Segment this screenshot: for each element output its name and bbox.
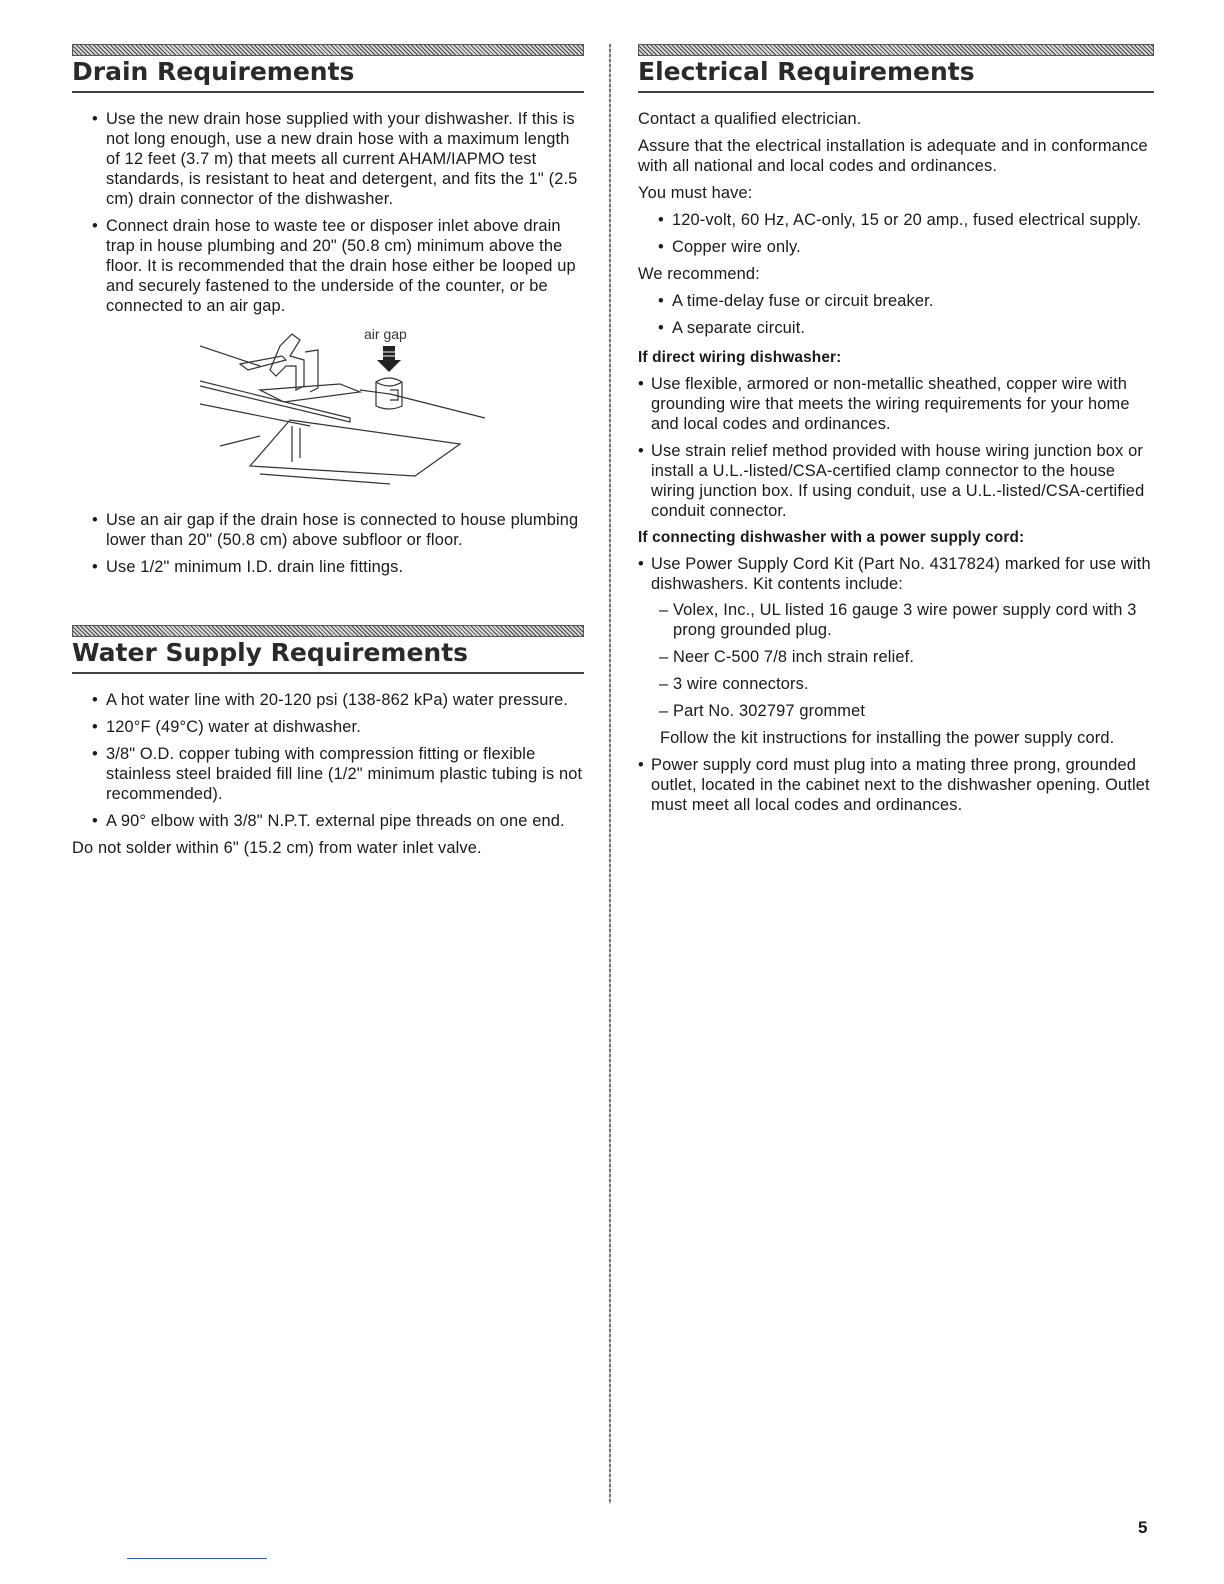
list-item: – 3 wire connectors. (651, 674, 1154, 694)
list-item: – Neer C-500 7/8 inch strain relief. (651, 647, 1154, 667)
recommend-list (638, 291, 1154, 338)
direct-wiring-heading: If direct wiring dishwasher: (638, 348, 842, 366)
water-note: Do not solder within 6" (15.2 cm) from water inlet valve. (72, 838, 482, 857)
list-item: • Copper wire only. (638, 237, 1154, 257)
power-cord-heading: If connecting dishwasher with a power supply cord: (638, 528, 1025, 546)
kit-contents-list (651, 600, 1154, 721)
list-item: • Power supply cord must plug into a mating three prong, grounded outlet, located in the cabinet next to the dishwasher opening. Outlet must meet all local codes and ordinances. (638, 755, 1154, 815)
list-item: • Use strain relief method provided with house wiring junction box or install a U.L.-listed/CSA-certified clamp connector to the house wiring junction box. If using conduit, use a U.L.-listed/CSA-certified conduit connector. (638, 441, 1154, 521)
drain-title: Drain Requirements (72, 58, 584, 93)
water-title: Water Supply Requirements (72, 639, 584, 674)
direct-wiring-list (638, 374, 1154, 521)
drain-section (72, 44, 584, 577)
list-item: • A time-delay fuse or circuit breaker. (638, 291, 1154, 311)
electrical-title: Electrical Requirements (638, 58, 1154, 93)
electrical-p1: Contact a qualified electrician. (638, 109, 862, 128)
drain-bullets (72, 109, 584, 316)
air-gap-label: air gap (364, 325, 407, 342)
water-bullets (72, 690, 584, 831)
list-item: • A separate circuit. (638, 318, 1154, 338)
must-have-label: You must have: (638, 183, 753, 202)
electrical-section (638, 44, 1154, 815)
list-item: • Connect drain hose to waste tee or disposer inlet above drain trap in house plumbing and 20" (50.8 cm) minimum above the floor. It is recommended that the drain hose either be looped up and securely fastened to the underside of the counter, or be connected to an air gap. (72, 216, 584, 316)
list-item: • Use 1/2" minimum I.D. drain line fittings. (72, 557, 584, 577)
list-item: • A 90° elbow with 3/8" N.P.T. external pipe threads on one end. (72, 811, 584, 831)
air-gap-illustration (200, 326, 490, 496)
must-have-list (638, 210, 1154, 257)
list-item: • 120-volt, 60 Hz, AC-only, 15 or 20 amp., fused electrical supply. (638, 210, 1154, 230)
list-item: – Part No. 302797 grommet (651, 701, 1154, 721)
column-divider (609, 44, 611, 1504)
list-item: – Volex, Inc., UL listed 16 gauge 3 wire power supply cord with 3 prong grounded plug. (651, 600, 1154, 640)
section-header-bar (72, 44, 584, 56)
section-header-bar (72, 625, 584, 637)
list-item (638, 554, 1154, 748)
left-column (72, 44, 584, 865)
list-item: • 3/8" O.D. copper tubing with compression fitting or flexible stainless steel braided fill line (1/2" minimum plastic tubing is not recommended). (72, 744, 584, 804)
section-header-bar (638, 44, 1154, 56)
footer-rule (127, 1558, 267, 1559)
kit-note: Follow the kit instructions for installing the power supply cord. (660, 728, 1115, 747)
power-cord-kit-text: Use Power Supply Cord Kit (Part No. 4317824) marked for use with dishwashers. Kit contents include: (651, 554, 1151, 593)
drain-bullets-after (72, 510, 584, 577)
water-section (72, 625, 584, 858)
list-item: • 120°F (49°C) water at dishwasher. (72, 717, 584, 737)
list-item: • Use an air gap if the drain hose is connected to house plumbing lower than 20" (50.8 cm) above subfloor or floor. (72, 510, 584, 550)
recommend-label: We recommend: (638, 264, 760, 283)
page-number: 5 (1138, 1518, 1148, 1537)
electrical-p2: Assure that the electrical installation is adequate and in conformance with all national and local codes and ordinances. (638, 136, 1148, 175)
power-cord-list (638, 554, 1154, 815)
list-item: • Use the new drain hose supplied with your dishwasher. If this is not long enough, use a new drain hose with a maximum length of 12 feet (3.7 m) that meets all current AHAM/IAPMO test standards, is resistant to heat and detergent, and fits the 1" (2.5 cm) drain connector of the dishwasher. (72, 109, 584, 209)
list-item: • Use flexible, armored or non-metallic sheathed, copper wire with grounding wire that meets the wiring requirements for your home and local codes and ordinances. (638, 374, 1154, 434)
list-item: • A hot water line with 20-120 psi (138-862 kPa) water pressure. (72, 690, 584, 710)
sink-faucet-drawing (200, 326, 490, 496)
right-column (638, 44, 1154, 822)
